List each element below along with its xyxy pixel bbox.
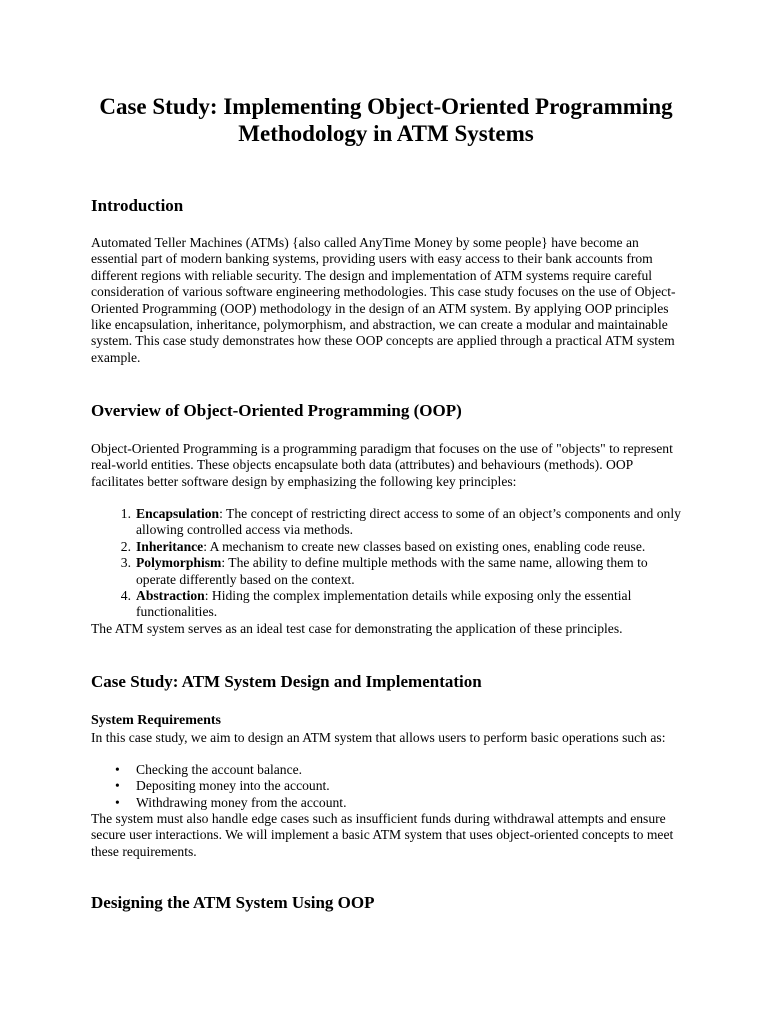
principle-term: Polymorphism bbox=[136, 555, 222, 571]
list-number: 4. bbox=[120, 588, 131, 604]
list-item bbox=[91, 795, 681, 811]
list-item bbox=[91, 588, 681, 621]
principle-term: Inheritance bbox=[136, 538, 204, 554]
introduction-heading: Introduction bbox=[91, 196, 184, 215]
list-number: 3. bbox=[120, 555, 131, 571]
oop-overview-paragraph: Object-Oriented Programming is a programming paradigm that focuses on the use of "objects" to represent real-world entities. These objects encapsulate both data (attributes) and behaviours (methods). OOP facilitates better software design by emphasizing the following key principles: bbox=[91, 441, 673, 489]
list-number: 1. bbox=[120, 506, 131, 521]
bullet-icon: • bbox=[115, 794, 120, 810]
bullet-icon: • bbox=[115, 762, 120, 777]
list-item bbox=[91, 762, 681, 778]
principle-description: : A mechanism to create new classes based on existing ones, enabling code reuse. bbox=[203, 538, 646, 554]
operation-text: Checking the account balance. bbox=[136, 762, 303, 777]
list-item bbox=[91, 778, 681, 794]
list-number: 2. bbox=[120, 538, 131, 554]
operation-text: Withdrawing money from the account. bbox=[136, 794, 347, 810]
introduction-paragraph: Automated Teller Machines (ATMs) {also called AnyTime Money by some people} have become an essential part of modern banking systems, providing users with easy access to their bank accounts from different regions with reliable security. The design and implementation of ATM systems require careful consideration of various software engineering methodologies. This case study focuses on the use of Object-Oriented Programming (OOP) methodology in the design of an ATM system. By applying OOP principles like encapsulation, inheritance, polymorphism, and abstraction, we can create a modular and maintainable system. This case study demonstrates how these OOP concepts are applied through a practical ATM system example. bbox=[91, 235, 676, 365]
principle-term: Abstraction bbox=[136, 588, 205, 604]
oop-overview-closing: The ATM system serves as an ideal test case for demonstrating the application of these principles. bbox=[91, 621, 623, 636]
list-item bbox=[91, 555, 681, 588]
principle-description: : The ability to define multiple methods with the same name, allowing them to operate differently based on the context. bbox=[136, 555, 648, 587]
oop-overview-heading: Overview of Object-Oriented Programming (OOP) bbox=[91, 401, 462, 420]
designing-heading: Designing the ATM System Using OOP bbox=[91, 893, 375, 912]
oop-principles-list bbox=[91, 506, 681, 621]
system-requirements-paragraph: In this case study, we aim to design an ATM system that allows users to perform basic operations such as: bbox=[91, 730, 666, 745]
list-item bbox=[91, 539, 681, 555]
principle-description: : Hiding the complex implementation details while exposing only the essential functionalities. bbox=[136, 588, 632, 620]
list-item bbox=[91, 506, 681, 539]
bullet-icon: • bbox=[115, 778, 120, 794]
system-requirements-heading: System Requirements bbox=[91, 713, 222, 728]
principle-description: : The concept of restricting direct access to some of an object’s components and only allowing controlled access via methods. bbox=[136, 506, 681, 538]
principle-term: Encapsulation bbox=[136, 506, 220, 521]
operations-list bbox=[91, 762, 681, 811]
operation-text: Depositing money into the account. bbox=[136, 778, 330, 794]
case-study-heading: Case Study: ATM System Design and Implementation bbox=[91, 672, 482, 691]
document-title: Case Study: Implementing Object-Oriented Programming Methodology in ATM Systems bbox=[99, 94, 673, 146]
system-requirements-closing: The system must also handle edge cases such as insufficient funds during withdrawal attempts and ensure secure user interactions. We will implement a basic ATM system that uses object-oriented concepts to meet these requirements. bbox=[91, 811, 674, 859]
